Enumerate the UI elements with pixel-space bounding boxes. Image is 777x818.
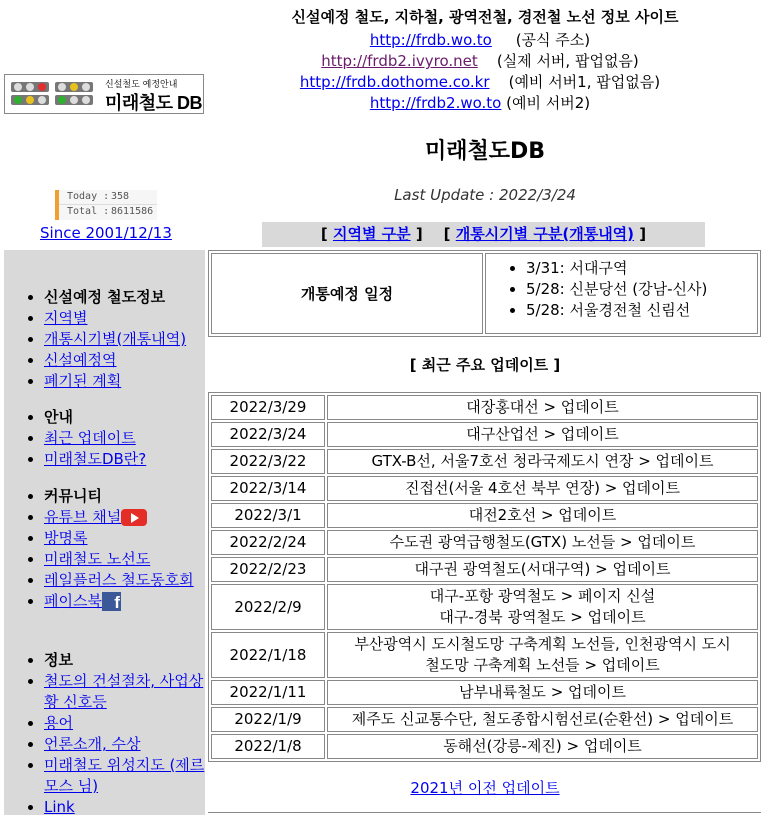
- sidebar-item-construction-process[interactable]: 철도의 건설절차, 사업상황 신호등: [44, 672, 204, 711]
- update-date: 2022/3/14: [211, 476, 325, 501]
- update-date: 2022/1/9: [211, 707, 325, 732]
- sidebar-item-satellite-map[interactable]: 미래철도 위성지도 (제르모스 님): [44, 756, 205, 795]
- update-text[interactable]: [327, 503, 758, 528]
- visitor-counter: [55, 190, 157, 220]
- update-text[interactable]: [327, 476, 758, 501]
- table-row: [211, 632, 758, 678]
- update-date: 2022/1/8: [211, 734, 325, 759]
- opening-schedule-label: 개통예정 일정: [211, 253, 483, 334]
- sidebar-group-railinfo: [4, 287, 205, 392]
- update-text[interactable]: [327, 584, 758, 630]
- update-text[interactable]: [327, 449, 758, 474]
- update-date: 2022/2/9: [211, 584, 325, 630]
- youtube-icon[interactable]: [121, 509, 147, 526]
- sidebar-item-about[interactable]: 미래철도DB란?: [44, 450, 147, 468]
- backup1-url-link[interactable]: http://frdb.dothome.co.kr: [299, 73, 490, 91]
- update-text-line: GTX-B선, 서울7호선 청라국제도시 연장 > 업데이트: [371, 452, 714, 470]
- site-logo[interactable]: [4, 74, 204, 114]
- update-text-line: 수도권 광역급행철도(GTX) 노선들 > 업데이트: [389, 533, 696, 551]
- nav-regional-link[interactable]: 지역별 구분: [332, 225, 411, 243]
- backup2-url-note: (예비 서버2): [506, 94, 591, 112]
- update-text-line: 대구-포항 광역철도 > 페이지 신설: [429, 587, 656, 605]
- site-address-main-server: [200, 50, 760, 71]
- update-text-line: 제주도 신교통수단, 철도종합시험선로(순환선) > 업데이트: [351, 710, 734, 728]
- update-text-line: 부산광역시 도시철도망 구축계획 노선들, 인천광역시 도시: [354, 635, 731, 653]
- update-text-line: 대구-경북 광역철도 > 업데이트: [439, 608, 646, 626]
- updates-table: [208, 392, 761, 762]
- category-nav: [ 지역별 구분 ] [ 개통시기별 구분(개통내역) ]: [262, 222, 705, 247]
- update-text[interactable]: [327, 734, 758, 759]
- update-text[interactable]: [327, 395, 758, 420]
- update-date: 2022/3/24: [211, 422, 325, 447]
- update-text[interactable]: [327, 680, 758, 705]
- update-text[interactable]: [327, 422, 758, 447]
- update-date: 2022/3/1: [211, 503, 325, 528]
- sidebar-item-regional[interactable]: 지역별: [44, 309, 88, 327]
- sidebar: [4, 250, 205, 815]
- update-text-line: 대장홍대선 > 업데이트: [466, 398, 619, 416]
- opening-schedule-box: [208, 250, 761, 337]
- sidebar-item-cancelled-plans[interactable]: 폐기된 계획: [44, 372, 122, 390]
- sidebar-item-youtube[interactable]: 유튜브 채널: [44, 508, 122, 526]
- backup1-url-note: (예비 서버1, 팝업없음): [508, 73, 661, 91]
- table-row: [211, 530, 758, 555]
- update-date: 2022/3/29: [211, 395, 325, 420]
- recent-updates-title: [ 최근 주요 업데이트 ]: [409, 356, 561, 374]
- sidebar-heading-guide: • 안내: [44, 407, 205, 428]
- site-header-title: 신설예정 철도, 지하철, 광역전철, 경전철 노선 정보 사이트: [291, 8, 679, 26]
- site-address-backup2: [200, 92, 760, 113]
- table-row: [211, 449, 758, 474]
- traffic-light-logo-icon: [11, 82, 97, 106]
- official-url-note: (공식 주소): [515, 31, 591, 49]
- update-text-line: 대전2호선 > 업데이트: [468, 506, 617, 524]
- sidebar-group-info: [4, 650, 205, 818]
- update-text-line: 대구산업선 > 업데이트: [466, 425, 619, 443]
- update-text-line: 대구권 광역철도(서대구역) > 업데이트: [414, 560, 671, 578]
- sidebar-item-new-stations[interactable]: 신설예정역: [44, 351, 117, 369]
- facebook-icon[interactable]: f: [102, 592, 121, 611]
- sidebar-heading-info: • 정보: [44, 650, 205, 671]
- update-date: 2022/2/24: [211, 530, 325, 555]
- table-row: [211, 422, 758, 447]
- opening-schedule-list: [485, 253, 758, 334]
- update-date: 2022/3/22: [211, 449, 325, 474]
- backup2-url-link[interactable]: http://frdb2.wo.to: [369, 94, 502, 112]
- table-row: [211, 680, 758, 705]
- older-updates-link[interactable]: 2021년 이전 업데이트: [410, 779, 560, 797]
- sidebar-item-recent-updates[interactable]: 최근 업데이트: [44, 429, 136, 447]
- site-address-official: [200, 29, 760, 50]
- bottom-divider: [208, 812, 761, 816]
- update-text-line: 진접선(서울 4호선 북부 연장) > 업데이트: [404, 479, 680, 497]
- logo-subtitle: 신설철도 예정안내: [105, 80, 178, 90]
- table-row: [211, 707, 758, 732]
- sidebar-item-link[interactable]: Link: [44, 798, 75, 816]
- table-row: [211, 503, 758, 528]
- main-server-url-note: (실제 서버, 팝업없음): [496, 52, 639, 70]
- logo-name: 미래철도 DB: [105, 93, 203, 113]
- total-label: Total :: [67, 206, 110, 217]
- update-text[interactable]: [327, 707, 758, 732]
- schedule-item: • 5/28: 서울경전철 신림선: [526, 300, 757, 321]
- update-date: 2022/2/23: [211, 557, 325, 582]
- update-text-line: 철도망 구축계획 노선들 > 업데이트: [425, 656, 660, 674]
- sidebar-group-guide: [4, 407, 205, 470]
- today-count: 358: [111, 191, 130, 202]
- since-link[interactable]: Since 2001/12/13: [40, 224, 172, 242]
- site-address-backup1: [200, 71, 760, 92]
- table-row: [211, 395, 758, 420]
- table-row: [211, 557, 758, 582]
- table-row: [211, 734, 758, 759]
- sidebar-item-by-date[interactable]: 개통시기별(개통내역): [44, 330, 187, 348]
- nav-by-date-link[interactable]: 개통시기별 구분(개통내역): [455, 225, 635, 243]
- last-update-text: Last Update : 2022/3/24: [394, 186, 576, 204]
- today-label: Today :: [67, 191, 110, 202]
- table-row: [211, 476, 758, 501]
- total-count: 8611586: [111, 206, 154, 217]
- sidebar-heading-community: • 커뮤니티: [44, 486, 205, 507]
- sidebar-item-route-map[interactable]: 미래철도 노선도: [44, 550, 151, 568]
- sidebar-item-railplus-club[interactable]: 레일플러스 철도동호회: [44, 571, 194, 589]
- sidebar-item-press[interactable]: 언론소개, 수상: [44, 735, 141, 753]
- update-date: 2022/1/18: [211, 632, 325, 678]
- table-row: [211, 584, 758, 630]
- update-text-line: 남부내륙철도 > 업데이트: [458, 683, 626, 701]
- update-text[interactable]: [327, 632, 758, 678]
- sidebar-item-glossary[interactable]: 용어: [44, 714, 73, 732]
- sidebar-heading-railinfo: • 신설예정 철도정보: [44, 287, 205, 308]
- official-url-link[interactable]: http://frdb.wo.to: [369, 31, 492, 49]
- update-date: 2022/1/11: [211, 680, 325, 705]
- update-text[interactable]: [327, 530, 758, 555]
- schedule-item: • 5/28: 신분당선 (강남-신사): [526, 279, 757, 300]
- main-server-url-link[interactable]: http://frdb2.ivyro.net: [321, 52, 478, 70]
- sidebar-group-community: [4, 486, 205, 612]
- sidebar-item-facebook[interactable]: 페이스북: [44, 592, 102, 610]
- page-title: 미래철도DB: [424, 139, 546, 164]
- schedule-item: • 3/31: 서대구역: [526, 258, 757, 279]
- update-text-line: 동해선(강릉-제진) > 업데이트: [443, 737, 642, 755]
- sidebar-item-guestbook[interactable]: 방명록: [44, 529, 88, 547]
- update-text[interactable]: [327, 557, 758, 582]
